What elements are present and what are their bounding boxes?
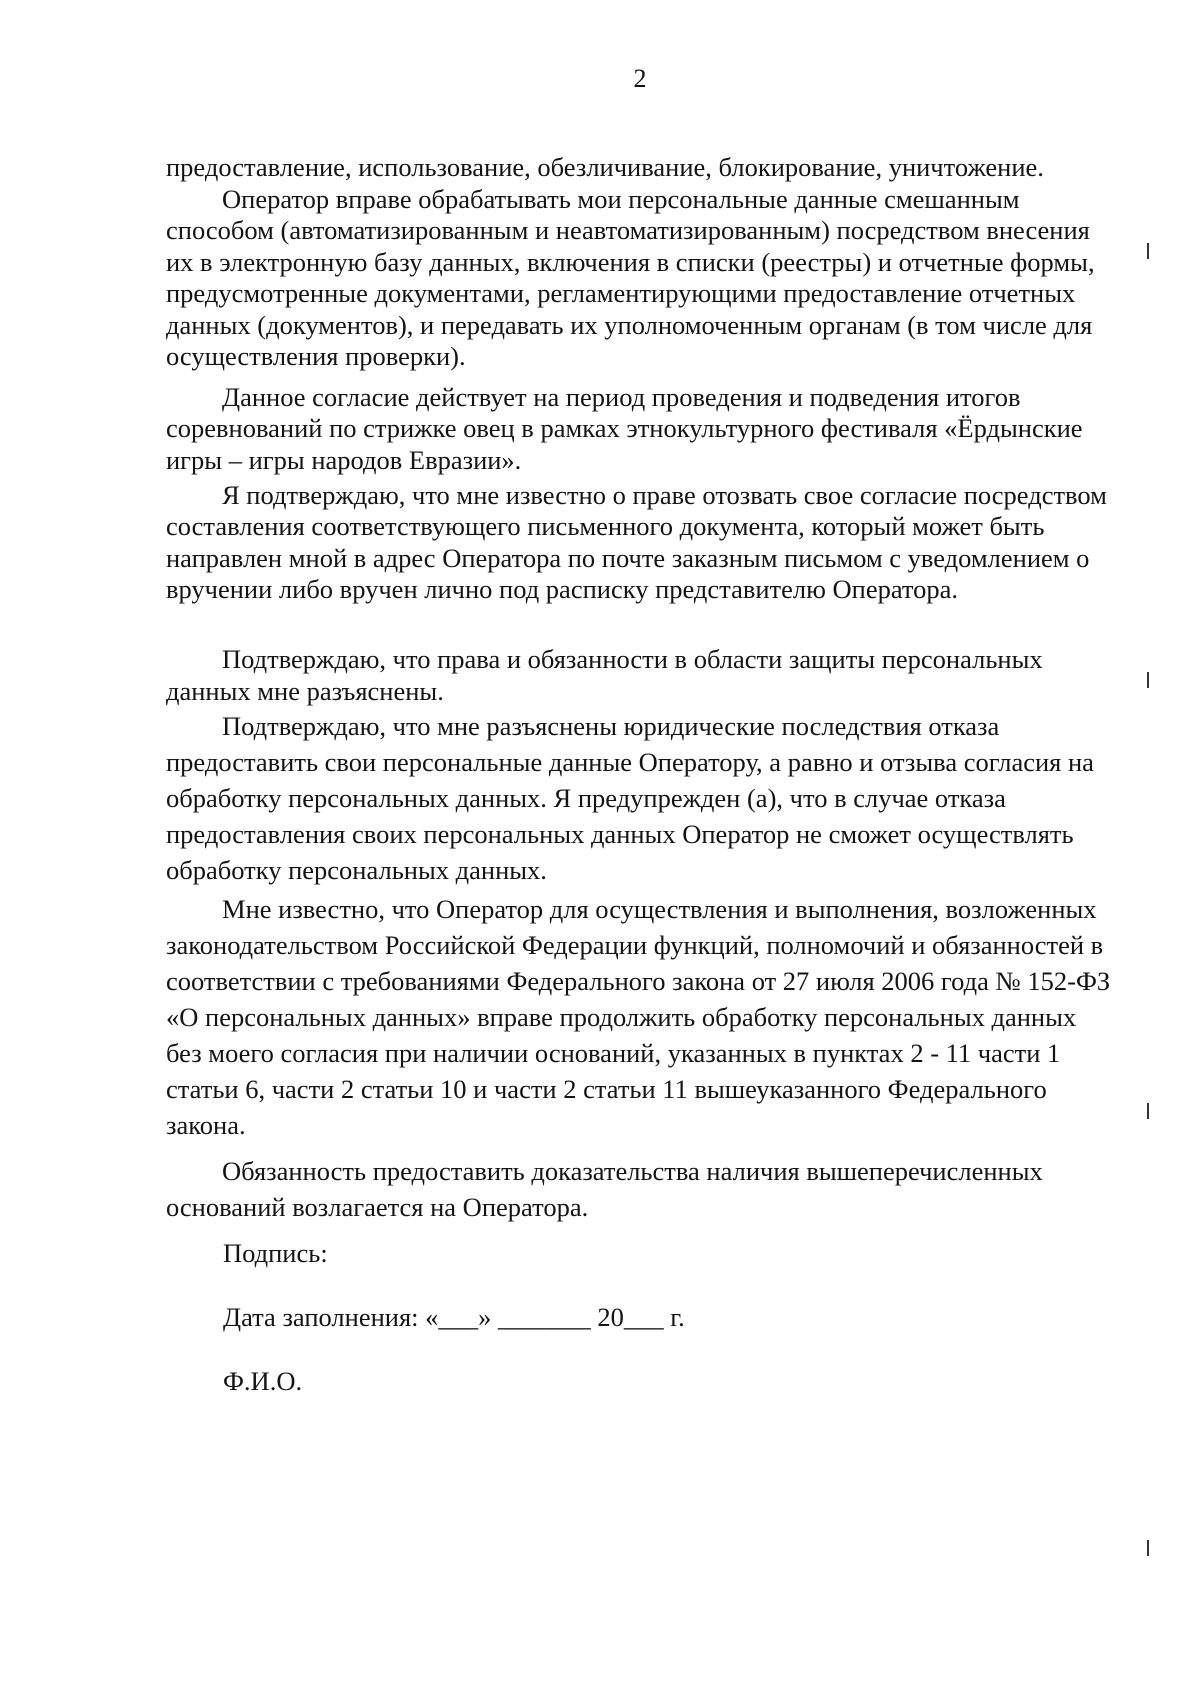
page-number: 2 bbox=[633, 64, 647, 93]
paragraph-processing-actions: предоставление, использование, обезличивание, блокирование, уничтожение. bbox=[166, 151, 1044, 182]
scan-margin-mark bbox=[1147, 1103, 1149, 1119]
scan-margin-mark bbox=[1147, 243, 1149, 259]
paragraph-rights-explained: Подтверждаю, что права и обязанности в области защиты персональных данных мне разъяснены. bbox=[166, 643, 1043, 706]
scan-margin-mark bbox=[1147, 672, 1149, 688]
full-name-field-label: Ф.И.О. bbox=[223, 1366, 303, 1396]
paragraph-refusal-consequences: Подтверждаю, что мне разъяснены юридические последствия отказа предоставить свои персональные данные Оператору, а равно и отзыва согласия на обработку персональных данных. Я предупрежден (а), что в случае отказа предоставления своих персональных данных Оператор не сможет осуществлять обработку персональных данных. bbox=[166, 710, 1094, 885]
paragraph-consent-withdrawal: Я подтверждаю, что мне известно о праве отозвать свое согласие посредством составления соответствующего письменного документа, который может быть направлен мной в адрес Оператора по почте заказным письмом с уведомлением о вручении либо вручен лично под расписку представителю Оператора. bbox=[166, 479, 1107, 604]
paragraph-consent-period: Данное согласие действует на период проведения и подведения итогов соревнований по стрижке овец в рамках этнокультурного фестиваля «Ёрдынские игры – игры народов Евразии». bbox=[166, 381, 1083, 475]
paragraph-processing-without-consent: Мне известно, что Оператор для осуществления и выполнения, возложенных законодательством Российской Федерации функций, полномочий и обязанностей в соответствии с требованиями Федерального закона от 27 июля 2006 года № 152-ФЗ «О персональных данных» вправе продолжить обработку персональных данных без моего согласия при наличии оснований, указанных в пунктах 2 - 11 части 1 статьи 6, части 2 статьи 10 и части 2 статьи 11 вышеуказанного Федерального закона. bbox=[166, 893, 1111, 1140]
paragraph-burden-of-proof: Обязанность предоставить доказательства наличия вышеперечисленных оснований возлагается на Оператора. bbox=[166, 1155, 1043, 1222]
signature-field-label: Подпись: bbox=[223, 1238, 328, 1268]
paragraph-processing-method: Оператор вправе обрабатывать мои персональные данные смешанным способом (автоматизированным и неавтоматизированным) посредством внесения их в электронную базу данных, включения в списки (реестры) и отчетные формы, предусмотренные документами, регламентирующими предоставление отчетных данных (документов), и передавать их уполномоченным органам (в том числе для осуществления проверки). bbox=[166, 183, 1095, 371]
fill-date-field-label: Дата заполнения: «___» _______ 20___ г. bbox=[223, 1302, 685, 1332]
scan-margin-mark bbox=[1147, 1540, 1149, 1556]
